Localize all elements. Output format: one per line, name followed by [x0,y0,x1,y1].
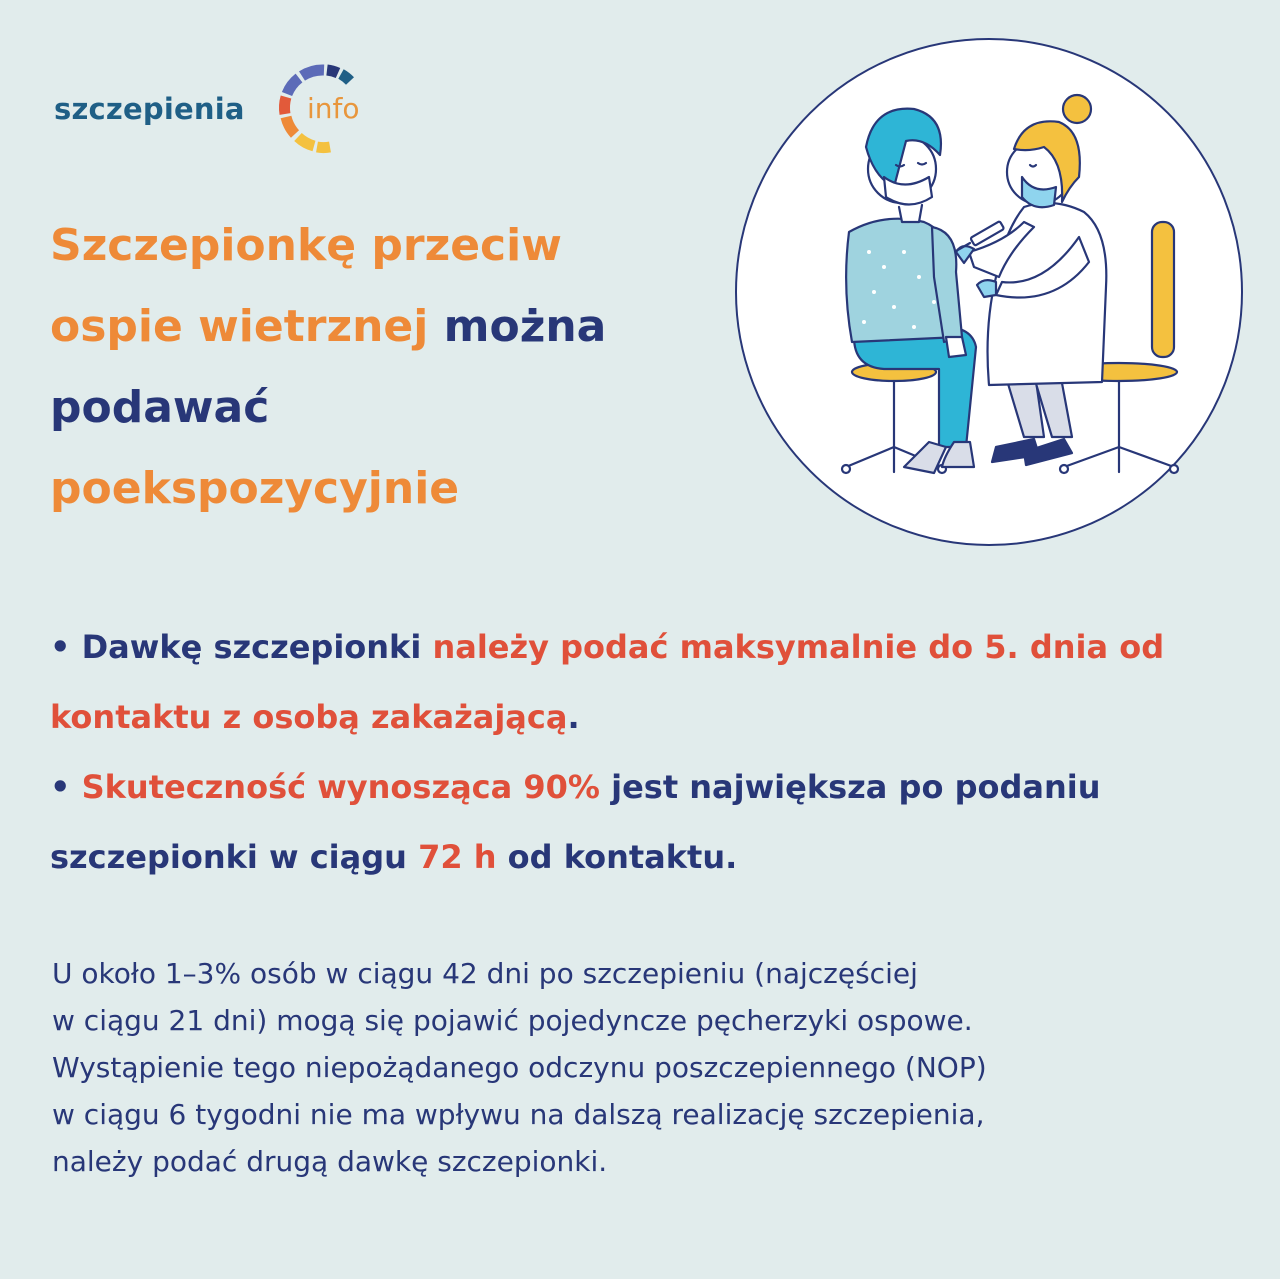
key-fact-2-part-c: 72 h [418,838,497,876]
key-fact-1-part-b: należy podać maksymalnie do 5. dnia od kontaktu z osobą zakażającą [50,628,1165,736]
note-line: U około 1–3% osób w ciągu 42 dni po szczepieniu (najczęściej [52,957,918,990]
key-fact-1-part-c: . [567,698,580,736]
note-line: w ciągu 6 tygodni nie ma wpływu na dalszą realizację szczepienia, [52,1098,985,1131]
brand-logo [54,62,394,158]
headline [50,205,730,529]
headline-line-2 [50,286,730,367]
headline-line-2-orange: ospie wietrznej [50,301,429,352]
key-facts-list [50,612,1250,892]
side-effect-note [52,950,1242,1185]
key-fact-1-part-a: Dawkę szczepionki [81,628,433,666]
brand-name: szczepienia [54,92,245,126]
bullet-dot: • [50,628,82,666]
brand-suffix: info [307,92,360,125]
note-line: w ciągu 21 dni) mogą się pojawić pojedyncze pęcherzyki ospowe. [52,1004,973,1037]
headline-line-4: poekspozycyjnie [50,463,460,514]
key-fact-2-part-d: od kontaktu. [496,838,738,876]
note-line: Wystąpienie tego niepożądanego odczynu poszczepiennego (NOP) [52,1051,987,1084]
key-fact-item [50,612,1250,752]
headline-line-2-navy: można [428,301,607,352]
bullet-dot: • [50,768,82,806]
key-fact-2-part-b: jest największa po podaniu szczepionki w ciągu [50,768,1101,876]
headline-line-3: podawać [50,382,270,433]
key-fact-item [50,752,1250,892]
vaccination-scene-icon [734,37,1244,547]
key-fact-2-part-a: Skuteczność wynosząca 90% [81,768,600,806]
headline-line-1: Szczepionkę przeciw [50,220,562,271]
note-line: należy podać drugą dawkę szczepionki. [52,1145,608,1178]
